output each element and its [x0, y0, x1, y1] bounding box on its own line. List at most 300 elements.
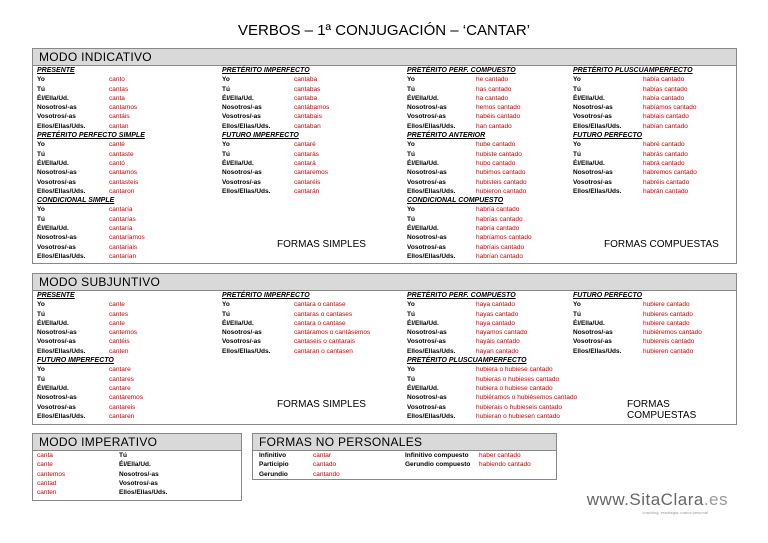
person-pronoun: Vosotros/-as [37, 403, 76, 411]
verb-form: cantan [109, 122, 129, 130]
person-pronoun: Vosotros/-as [37, 338, 76, 346]
imperativo-rows [37, 451, 237, 497]
person-pronoun: Él/Ella/Ud. [222, 319, 254, 327]
verb-form: cantaras o cantases [294, 310, 353, 318]
conjugation-row [407, 75, 572, 84]
person-pronoun: Vosotros/-as [407, 338, 446, 346]
conjugation-row [407, 122, 572, 131]
person-pronoun: Nosotros/-as [222, 104, 262, 112]
imperativo-header: MODO IMPERATIVO [33, 434, 241, 451]
conjugation-row [222, 187, 402, 196]
person-pronoun: Gerundio compuesto [405, 461, 471, 469]
person-pronoun: Vosotros/-as [37, 113, 76, 121]
conjugation-row [407, 337, 572, 346]
verb-form: cantare [109, 366, 131, 374]
verb-form: canta [109, 94, 125, 102]
person-pronoun: Tú [407, 215, 415, 223]
conjugation-row [222, 178, 402, 187]
person-pronoun: Vosotros/-as [222, 178, 261, 186]
verb-form: canten [109, 347, 129, 355]
conjugation-row [37, 205, 217, 214]
conjugation-row [37, 215, 217, 224]
verb-form: han cantado [476, 122, 512, 130]
conjugation-row [37, 159, 217, 168]
person-pronoun: Yo [407, 141, 415, 149]
section-block [37, 291, 217, 356]
person-pronoun: Vosotros/-as [407, 113, 446, 121]
person-pronoun: Yo [573, 301, 581, 309]
verb-form: hubisteis cantado [476, 178, 527, 186]
person-pronoun: Tú [37, 310, 45, 318]
verb-form: canto [109, 76, 125, 84]
section-block [407, 66, 572, 131]
person-pronoun: Infinitivo [259, 452, 287, 459]
conjugation-row [222, 94, 402, 103]
verb-form: cantaríamos [109, 234, 145, 242]
person-pronoun: Nosotros/-as [407, 234, 447, 242]
conjugation-row [37, 112, 217, 121]
conjugation-row [37, 103, 217, 112]
tense-title: FUTURO IMPERFECTO [37, 357, 114, 365]
person-pronoun: Ellos/Ellas/Uds. [37, 187, 86, 195]
verb-form: cantasteis [109, 178, 139, 186]
conjugation-row [407, 150, 572, 159]
person-pronoun: Él/Ella/Ud. [37, 225, 69, 233]
verb-form: habrías cantado [476, 215, 523, 223]
person-pronoun: Ellos/Ellas/Uds. [37, 252, 86, 260]
conjugation-row [407, 243, 572, 252]
verb-form: habríais cantado [476, 243, 525, 251]
verb-form: cantaran o cantasen [294, 347, 353, 355]
conjugation-row [407, 393, 578, 402]
conjugation-row [407, 215, 572, 224]
conjugation-row [573, 310, 733, 319]
verb-form: hayamos cantado [476, 329, 528, 337]
conjugation-row [37, 412, 217, 421]
verb-form: cantara o cantase [294, 319, 346, 327]
conjugation-row [407, 347, 572, 356]
tense-title: PRETÉRITO IMPERFECTO [222, 292, 310, 299]
conjugation-row [573, 328, 733, 337]
verb-form: cante [37, 461, 53, 469]
conjugation-row [37, 479, 237, 488]
person-pronoun: Él/Ella/Ud. [573, 159, 605, 167]
conjugation-row [573, 319, 733, 328]
person-pronoun: Él/Ella/Ud. [407, 319, 439, 327]
imperativo-box [32, 433, 242, 501]
verb-form: cantareis [109, 403, 136, 411]
indicativo-col-1 [37, 66, 217, 261]
conjugation-row [37, 328, 217, 337]
person-pronoun: Yo [407, 301, 415, 309]
section-block [37, 196, 217, 261]
conjugation-row [407, 328, 572, 337]
conjugation-row [573, 103, 733, 112]
section-block [407, 196, 572, 261]
verb-form: cantamos [109, 104, 138, 112]
person-pronoun: Nosotros/-as [407, 329, 447, 337]
verb-form: cantaría [109, 206, 133, 214]
person-pronoun: Yo [407, 206, 415, 214]
person-pronoun: Ellos/Ellas/Uds. [573, 122, 622, 130]
conjugation-row [405, 451, 555, 460]
person-pronoun: Tú [37, 375, 45, 383]
conjugation-row [222, 319, 402, 328]
verb-form: hubiera o hubiese cantado [476, 384, 553, 392]
conjugation-row [259, 470, 399, 479]
verb-form: hubieran o hubiesen cantado [476, 412, 560, 420]
conjugation-row [407, 300, 572, 309]
subjuntivo-box [32, 273, 737, 425]
verb-form: cantáis [109, 113, 130, 121]
person-pronoun: Tú [37, 85, 45, 93]
person-pronoun: Vosotros/-as [37, 178, 76, 186]
verb-form: habrán cantado [643, 187, 689, 195]
person-pronoun: Vosotros/-as [407, 243, 446, 251]
person-pronoun: Tú [222, 85, 230, 93]
person-pronoun: Yo [573, 76, 581, 84]
person-pronoun: Yo [573, 141, 581, 149]
verb-form: cantarán [294, 187, 320, 195]
conjugation-row [573, 85, 733, 94]
conjugation-row [573, 75, 733, 84]
conjugation-row [37, 365, 217, 374]
conjugation-row [407, 310, 572, 319]
person-pronoun: Ellos/Ellas/Uds. [407, 347, 456, 355]
verb-form: cante [109, 319, 125, 327]
section-block [573, 66, 733, 131]
person-pronoun: Ellos/Ellas/Uds. [119, 489, 168, 497]
conjugation-row [222, 85, 402, 94]
conjugation-row [37, 94, 217, 103]
person-pronoun: Tú [407, 150, 415, 158]
conjugation-row [259, 460, 399, 469]
person-pronoun: Ellos/Ellas/Uds. [222, 122, 271, 130]
verb-form: cantara o cantase [294, 301, 346, 309]
conjugation-row [573, 150, 733, 159]
conjugation-row [573, 300, 733, 309]
conjugation-row [222, 328, 402, 337]
verb-form: cantará [294, 159, 316, 167]
conjugation-row [573, 187, 733, 196]
verb-form: cantaré [294, 141, 316, 149]
verb-form: hubieren cantado [643, 347, 694, 355]
person-pronoun: Ellos/Ellas/Uds. [407, 252, 456, 260]
verb-form: haber cantado [479, 452, 521, 459]
conjugation-row [407, 187, 572, 196]
conjugation-row [407, 233, 572, 242]
subjuntivo-header: MODO SUBJUNTIVO [33, 274, 736, 291]
verb-form: habremos cantado [643, 169, 697, 177]
person-pronoun: Gerundio [259, 470, 288, 478]
person-pronoun: Nosotros/-as [37, 329, 77, 337]
person-pronoun: Él/Ella/Ud. [407, 384, 439, 392]
verb-form: has cantado [476, 85, 512, 93]
person-pronoun: Él/Ella/Ud. [407, 94, 439, 102]
conjugation-row [37, 252, 217, 261]
person-pronoun: Él/Ella/Ud. [37, 384, 69, 392]
section-block [37, 131, 217, 196]
conjugation-row [37, 300, 217, 309]
verb-form: hubiere cantado [643, 319, 690, 327]
verb-form: había cantado [643, 76, 685, 84]
section-block [407, 356, 578, 421]
person-pronoun: Yo [222, 76, 230, 84]
conjugation-row [573, 168, 733, 177]
verb-form: cantado [313, 461, 337, 469]
verb-form: cantarían [109, 252, 137, 260]
verb-form: cantar [313, 452, 332, 459]
person-pronoun: Tú [407, 310, 415, 318]
person-pronoun: Él/Ella/Ud. [37, 94, 69, 102]
person-pronoun: Vosotros/-as [407, 178, 446, 186]
person-pronoun: Tú [573, 150, 581, 158]
person-pronoun: Nosotros/-as [37, 394, 77, 402]
tense-title: FUTURO PERFECTO [573, 292, 643, 299]
person-pronoun: Vosotros/-as [573, 338, 612, 346]
verb-form: canta [37, 452, 53, 459]
conjugation-row [407, 403, 572, 412]
indicativo-col-3 [407, 66, 572, 261]
conjugation-row [37, 337, 217, 346]
person-pronoun: Vosotros/-as [222, 113, 261, 121]
person-pronoun: Yo [37, 301, 45, 309]
verb-form: habíais cantado [643, 113, 689, 121]
conjugation-row [37, 150, 217, 159]
verb-form: cantas [109, 85, 129, 93]
verb-form: cantáramos o cantásemos [294, 329, 371, 337]
conjugation-row [573, 178, 733, 187]
person-pronoun: Yo [37, 366, 45, 374]
conjugation-row [222, 122, 402, 131]
conjugation-row [222, 112, 402, 121]
person-pronoun: Nosotros/-as [119, 470, 159, 478]
conjugation-row [37, 233, 217, 242]
conjugation-row [37, 488, 237, 497]
conjugation-row [37, 224, 217, 233]
conjugation-row [222, 103, 402, 112]
section-block [407, 291, 572, 356]
person-pronoun: Nosotros/-as [407, 104, 447, 112]
no-personales-right [405, 451, 555, 470]
person-pronoun: Ellos/Ellas/Uds. [222, 347, 271, 355]
conjugation-row [407, 205, 572, 214]
person-pronoun: Yo [222, 141, 230, 149]
formas-compuestas-label: FORMAS COMPUESTAS [627, 399, 697, 421]
verb-form: ha cantado [476, 94, 509, 102]
subjuntivo-col-3 [407, 291, 578, 421]
conjugation-row [37, 243, 217, 252]
verb-form: cantaríais [109, 243, 138, 251]
conjugation-row [407, 252, 572, 261]
verb-form: hube cantado [476, 141, 516, 149]
subjuntivo-col-4 [573, 291, 733, 356]
conjugation-row [37, 347, 217, 356]
tense-title: CONDICIONAL COMPUESTO [407, 197, 504, 205]
brand-logo [587, 490, 728, 510]
verb-form: hubo cantado [476, 159, 516, 167]
tense-title: FUTURO PERFECTO [573, 132, 643, 140]
tense-title: FUTURO IMPERFECTO [222, 132, 299, 140]
conjugation-row [37, 187, 217, 196]
tense-title: PRETÉRITO ANTERIOR [407, 132, 486, 140]
person-pronoun: Nosotros/-as [573, 169, 613, 177]
verb-form: hubiereis cantado [643, 338, 695, 346]
verb-form: cantemos [109, 329, 138, 337]
conjugation-row [37, 384, 217, 393]
verb-form: habré cantado [643, 141, 685, 149]
conjugation-row [407, 140, 572, 149]
verb-form: hubiéramos o hubiésemos cantado [476, 394, 578, 402]
conjugation-row [37, 319, 217, 328]
verb-form: habéis cantado [476, 113, 521, 121]
section-block [37, 66, 217, 131]
conjugation-row [222, 140, 402, 149]
conjugation-row [37, 75, 217, 84]
conjugation-row [573, 337, 733, 346]
person-pronoun: Ellos/Ellas/Uds. [573, 347, 622, 355]
person-pronoun: Nosotros/-as [407, 394, 447, 402]
verb-form: habíamos cantado [643, 104, 697, 112]
indicativo-col-4 [573, 66, 733, 196]
verb-form: cantaren [109, 412, 135, 420]
verb-form: hayas cantado [476, 310, 519, 318]
verb-form: cantaste [109, 150, 134, 158]
verb-form: hayáis cantado [476, 338, 520, 346]
verb-form: hubieras o hubieses cantado [476, 375, 560, 383]
person-pronoun: Tú [222, 150, 230, 158]
person-pronoun: Vosotros/-as [222, 338, 261, 346]
person-pronoun: Vosotros/-as [573, 113, 612, 121]
person-pronoun: Él/Ella/Ud. [222, 94, 254, 102]
tense-title: PRETÉRITO IMPERFECTO [222, 67, 310, 74]
tense-title: PRESENTE [37, 67, 75, 74]
conjugation-row [37, 403, 217, 412]
verb-form: cantare [109, 384, 131, 392]
person-pronoun: Yo [37, 206, 45, 214]
conjugation-row [573, 347, 733, 356]
section-block [222, 131, 402, 196]
verb-form: habríamos cantado [476, 234, 532, 242]
verb-form: cantáremos [109, 394, 143, 402]
conjugation-row [222, 75, 402, 84]
person-pronoun: Nosotros/-as [37, 234, 77, 242]
conjugation-row [222, 347, 402, 356]
person-pronoun: Nosotros/-as [407, 169, 447, 177]
conjugation-row [407, 103, 572, 112]
verb-form: hubiéremos cantado [643, 329, 702, 337]
verb-form: cantabas [294, 85, 321, 93]
conjugation-row [407, 375, 572, 384]
conjugation-row [407, 85, 572, 94]
person-pronoun: Ellos/Ellas/Uds. [573, 187, 622, 195]
section-block [573, 291, 733, 356]
verb-form: hubieres cantado [643, 310, 693, 318]
person-pronoun: Yo [407, 366, 415, 374]
person-pronoun: Tú [119, 452, 127, 459]
verb-form: haya cantado [476, 301, 516, 309]
brand-prefix: www. [586, 490, 630, 509]
verb-form: habría cantado [476, 206, 520, 214]
formas-simples-label: FORMAS SIMPLES [277, 399, 366, 410]
conjugation-row [407, 94, 572, 103]
verb-form: habréis cantado [643, 178, 690, 186]
no-personales-header: FORMAS NO PERSONALES [253, 434, 556, 451]
verb-form: cantó [109, 159, 125, 167]
person-pronoun: Infinitivo compuesto [405, 452, 469, 459]
verb-form: cantabais [294, 113, 322, 121]
person-pronoun: Nosotros/-as [37, 104, 77, 112]
conjugation-row [222, 337, 402, 346]
section-block [222, 291, 402, 356]
verb-form: había cantado [643, 94, 685, 102]
person-pronoun: Ellos/Ellas/Uds. [37, 347, 86, 355]
person-pronoun: Tú [407, 85, 415, 93]
section-block [407, 131, 572, 196]
verb-form: cantaréis [294, 178, 321, 186]
verb-form: cantarías [109, 215, 136, 223]
conjugation-row [37, 168, 217, 177]
conjugation-row [222, 310, 402, 319]
brand-tagline: coaching, estrategia, marca personal [642, 510, 708, 515]
person-pronoun: Ellos/Ellas/Uds. [222, 187, 271, 195]
verb-form: haya cantado [476, 319, 516, 327]
section-block [573, 131, 733, 196]
person-pronoun: Ellos/Ellas/Uds. [407, 412, 456, 420]
verb-form: hubimos cantado [476, 169, 526, 177]
subjuntivo-col-2 [222, 291, 402, 356]
conjugation-row [37, 451, 237, 460]
conjugation-row [37, 140, 217, 149]
verb-form: cantaban [294, 122, 321, 130]
person-pronoun: Vosotros/-as [119, 479, 158, 487]
conjugation-row [37, 375, 217, 384]
brand-name: SitaClara [629, 490, 704, 509]
person-pronoun: Nosotros/-as [37, 169, 77, 177]
verb-form: cantábamos [294, 104, 330, 112]
no-personales-left [259, 451, 399, 479]
verb-form: cantando [313, 470, 340, 478]
verb-form: cantéis [109, 338, 130, 346]
verb-form: habrá cantado [643, 159, 685, 167]
verb-form: cantaseis o cantarais [294, 338, 356, 346]
conjugation-row [37, 122, 217, 131]
tense-title: PRETÉRITO PERF. COMPUESTO [407, 292, 516, 299]
conjugation-row [222, 168, 402, 177]
person-pronoun: Tú [37, 215, 45, 223]
tense-title: PRETÉRITO PERFECTO SIMPLE [37, 132, 145, 140]
verb-form: hubierais o hubieseis cantado [476, 403, 563, 411]
conjugation-row [407, 178, 572, 187]
indicativo-header: MODO INDICATIVO [33, 49, 736, 66]
conjugation-row [37, 460, 237, 469]
conjugation-row [407, 365, 572, 374]
conjugation-row [405, 460, 555, 469]
verb-form: cantaba [294, 76, 318, 84]
person-pronoun: Vosotros/-as [407, 403, 446, 411]
verb-form: habrían cantado [476, 252, 523, 260]
person-pronoun: Él/Ella/Ud. [573, 94, 605, 102]
conjugation-row [407, 384, 572, 393]
conjugation-row [407, 159, 572, 168]
conjugation-row [407, 319, 572, 328]
conjugation-row [37, 178, 217, 187]
person-pronoun: Tú [222, 310, 230, 318]
tense-title: PRETÉRITO PLUSCUAMPERFECTO [573, 67, 693, 74]
indicativo-col-2 [222, 66, 402, 196]
person-pronoun: Yo [37, 76, 45, 84]
person-pronoun: Vosotros/-as [573, 178, 612, 186]
